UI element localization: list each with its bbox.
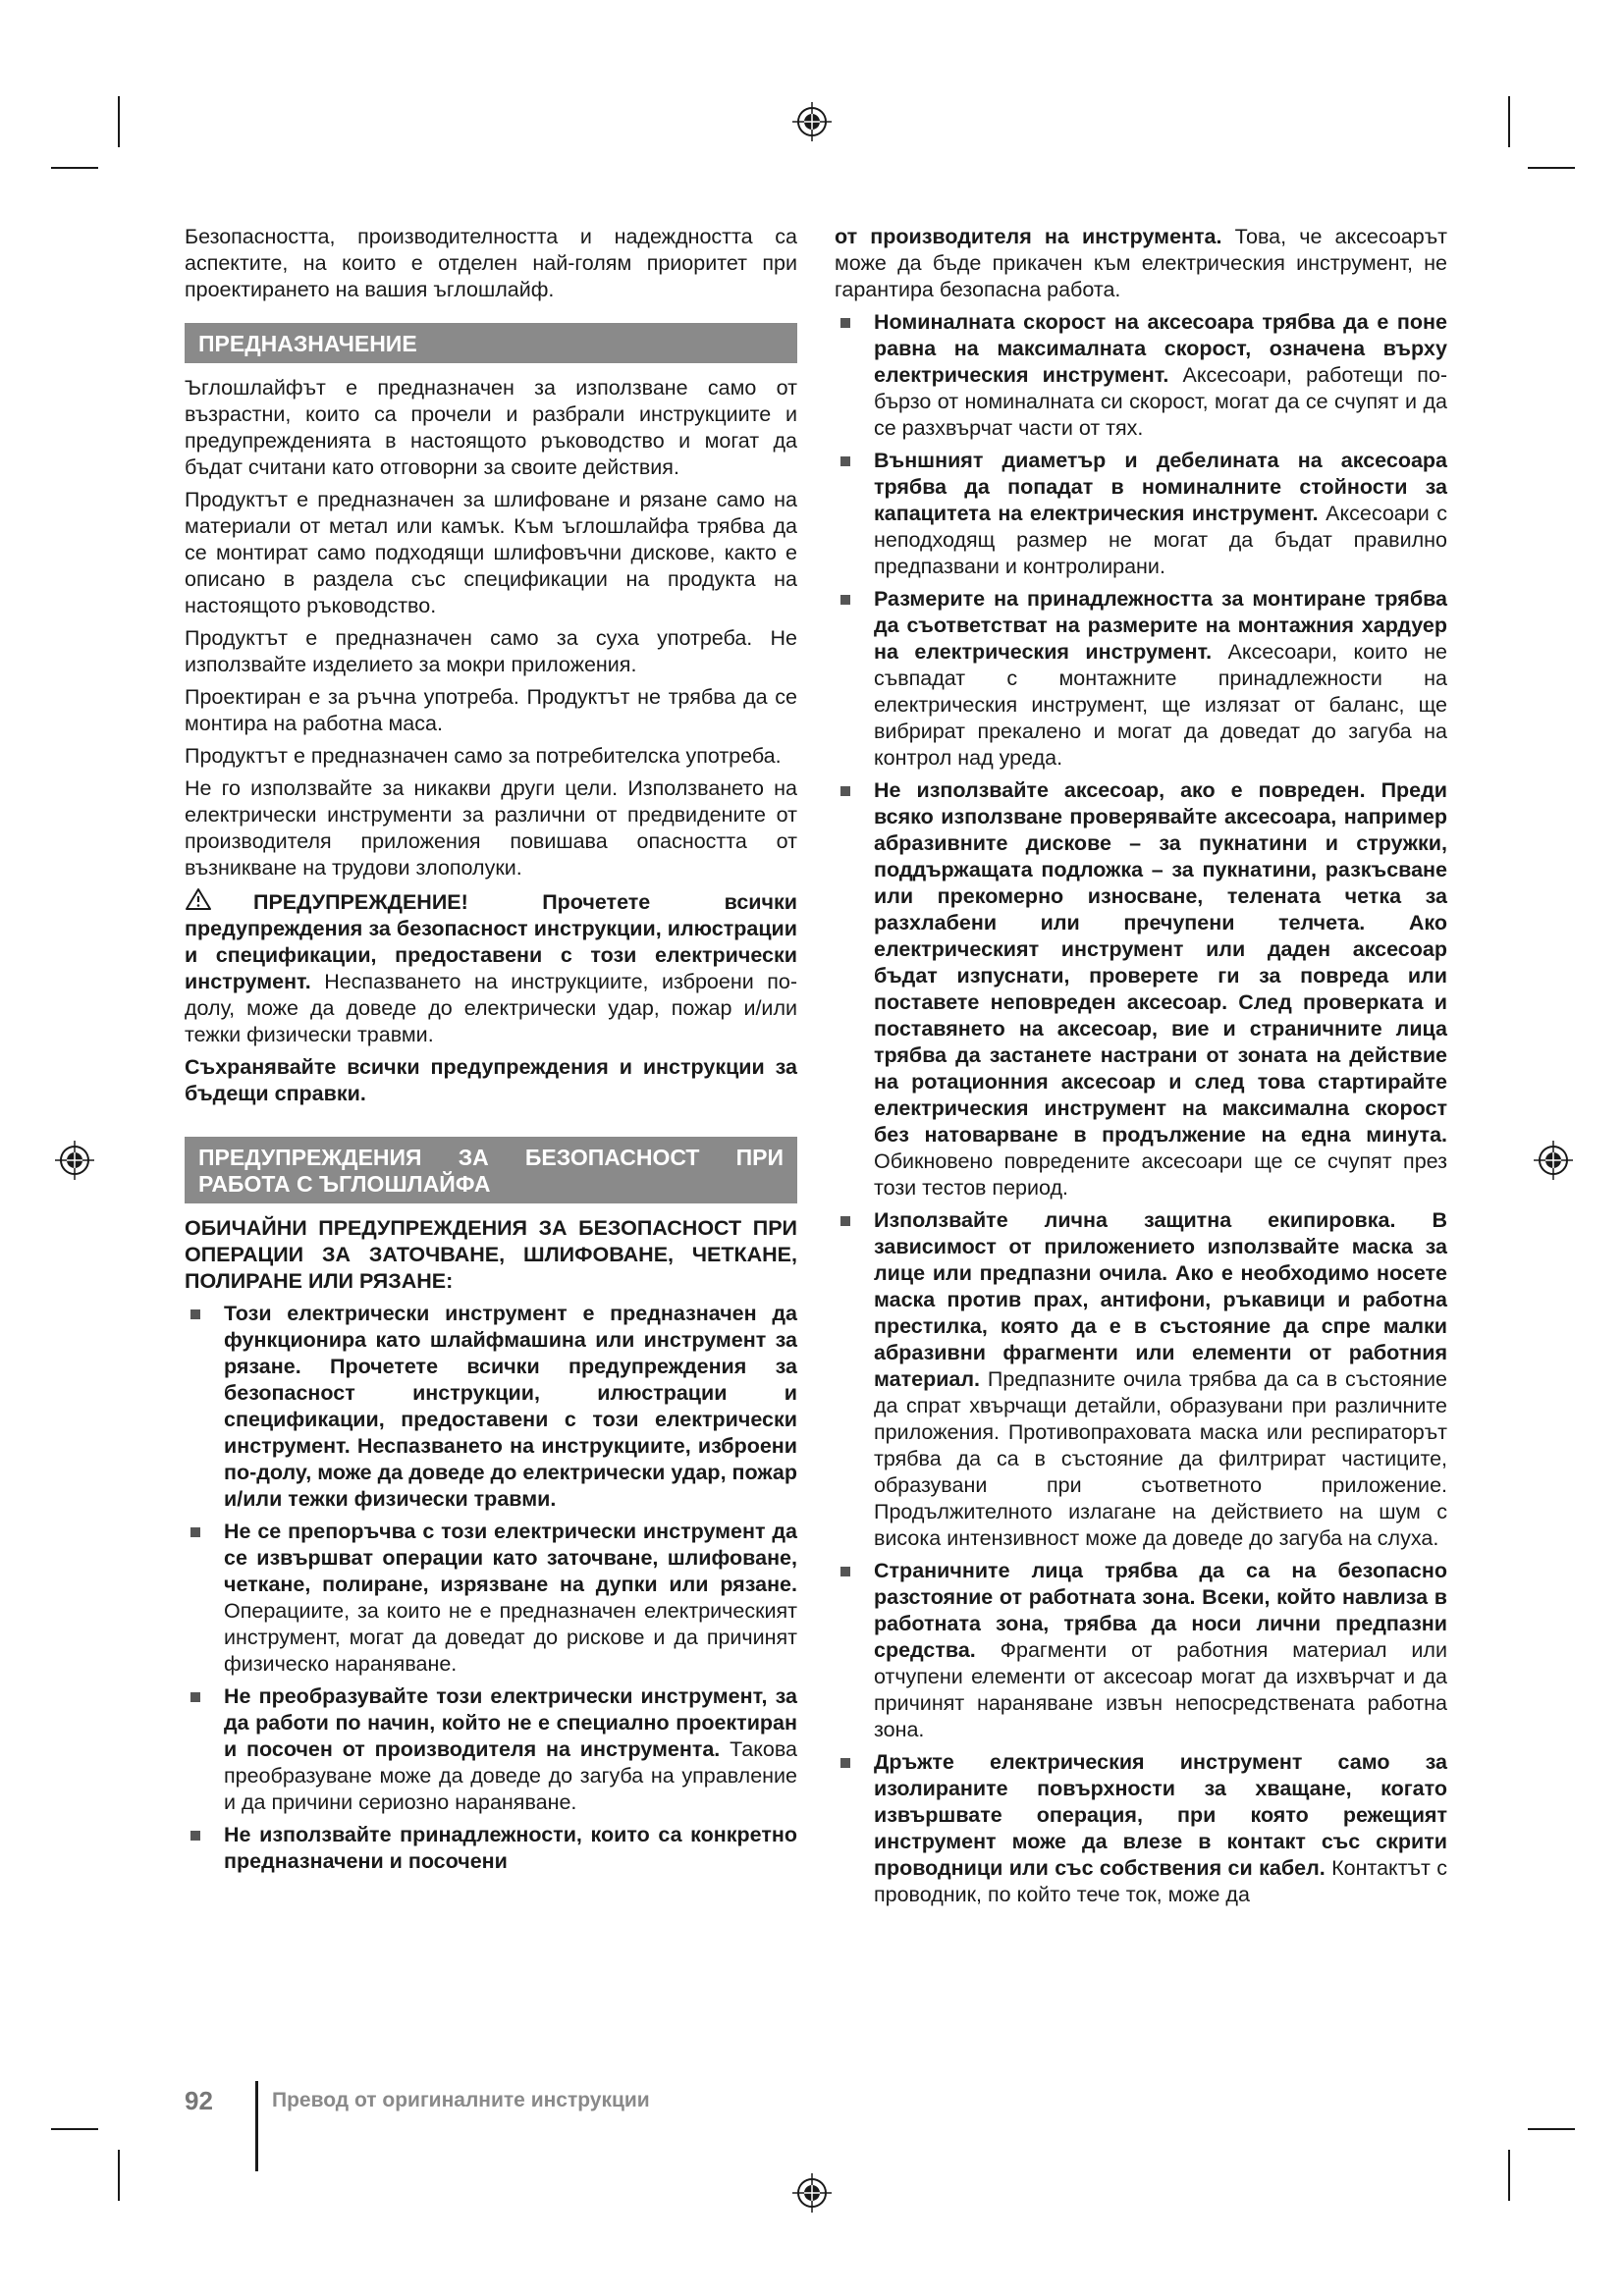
- registration-mark-left-icon: [53, 1139, 96, 1182]
- bullet-square-icon: [190, 1831, 200, 1841]
- list-item-text: Операциите, за които не е предназначен електрическият инструмент, могат да доведат до рискове и да причинят физическо нараняване.: [224, 1599, 797, 1676]
- bullet-square-icon: [840, 456, 850, 466]
- continued-text: Това, че аксесоарът може да бъде прикачен към електрическия инструмент, не гарантира безопасна работа.: [835, 225, 1447, 301]
- keep-instructions-text: Съхранявайте всички предупреждения и инструкции за бъдещи справки.: [185, 1055, 797, 1105]
- list-item: [835, 1749, 1447, 1908]
- list-item-bold: Страничните лица трябва да са на безопасно разстояние от работната зона. Всеки, който навлиза в работната зона, трябва да носи лични предпазни средства.: [874, 1559, 1447, 1662]
- footer-divider: [255, 2081, 258, 2171]
- registration-mark-right-icon: [1532, 1139, 1575, 1182]
- list-item: [835, 1558, 1447, 1743]
- list-item-text: Такова преобразуване може да доведе до загуба на управление и да причини сериозно нараняване.: [224, 1737, 797, 1814]
- keep-instructions: [185, 1054, 797, 1107]
- crop-mark-tr-h: [1528, 167, 1575, 169]
- bullet-square-icon: [840, 1758, 850, 1768]
- continued-bold: от производителя на инструмента.: [835, 225, 1222, 248]
- bullet-square-icon: [840, 318, 850, 328]
- warning-paragraph: [185, 887, 797, 1048]
- paragraph: Ъглошлайфът е предназначен за използване само от възрастни, които са прочели и разбрали инструкциите и предупрежденията в настоящото ръководство и могат да бъдат считани като отговорни за своите действия.: [185, 376, 797, 479]
- crop-mark-br-h: [1528, 2128, 1575, 2130]
- list-item-text: Фрагменти от работния материал или отчупени елементи от аксесоар могат да изхвърчат и да причинят нараняване извън непосредствената работна зона.: [874, 1638, 1447, 1741]
- bullet-square-icon: [840, 595, 850, 605]
- list-item-bold: Не използвайте принадлежности, които са конкретно предназначени и посочени: [224, 1823, 797, 1873]
- list-item-bold: Номиналната скорост на аксесоара трябва да е поне равна на максималната скорост, означена върху електрическия инструмент.: [874, 310, 1447, 387]
- page-number: 92: [185, 2085, 213, 2115]
- list-item: [185, 1301, 797, 1513]
- list-item-text: Аксесоари, работещи по-бързо от номиналната си скорост, могат да се счупят и да се разхвърчат части от тях.: [874, 363, 1447, 440]
- crop-mark-tl-h: [51, 167, 98, 169]
- list-item-bold: Не се препоръчва с този електрически инструмент да се извършват операции като заточване, шлифоване, четкане, полиране, изрязване на дупки или рязане.: [224, 1520, 797, 1596]
- list-item-bold: Този електрически инструмент е предназначен да функционира като шлайфмашина или инструмент за рязане. Прочетете всички предупреждения за безопасност инструкции, илюстрации и спецификации, предоставени с този електрически инструмент. Неспазването на инструкциите, изброени по-долу, може да доведе до електрически удар, пожар и/или тежки физически травми.: [224, 1302, 797, 1511]
- list-item: [835, 309, 1447, 442]
- paragraph: Продуктът е предназначен само за потребителска употреба.: [185, 744, 782, 768]
- section-header-intended-use: ПРЕДНАЗНАЧЕНИЕ: [185, 323, 797, 363]
- list-item: [185, 1822, 797, 1875]
- bullet-square-icon: [840, 1216, 850, 1226]
- right-bullet-list: [835, 309, 1447, 1908]
- list-item: [835, 586, 1447, 772]
- paragraph: Продуктът е предназначен само за суха употреба. Не използвайте изделието за мокри приложения.: [185, 626, 797, 676]
- list-item: [835, 1207, 1447, 1552]
- crop-mark-bl-v: [118, 2150, 120, 2201]
- crop-mark-bl-h: [51, 2128, 98, 2130]
- bullet-square-icon: [190, 1309, 200, 1319]
- list-item-text: Контактът с проводник, по който тече ток, може да: [874, 1856, 1447, 1906]
- list-item-bold: Не използвайте аксесоар, ако е повреден. Преди всяко използване проверявайте аксесоара, например абразивните дискове – за пукнатини и стружки, поддържащата подложка – за пукнатини, разкъсване или прекомерно износване, телената четка за разхлабени или пречупени телчета. Ако електрическият инструмент или даден аксесоар бъдат изпуснати, проверете ги за повреда или поставете неповреден аксесоар. След проверката и поставянето на аксесоар, вие и страничните лица трябва да застанете настрани от зоната на действие на ротационния аксесоар и след това стартирайте електрическия инструмент на максимална скорост без натоварване в продължение на една минута.: [874, 778, 1447, 1147]
- footer-text: Превод от оригиналните инструкции: [272, 2089, 650, 2111]
- paragraph: Продуктът е предназначен за шлифоване и рязане само на материали от метал или камък. Към ъглошлайфа трябва да се монтират само подходящи шлифовъчни дискове, както е описано в раздела със спецификации на продукта на настоящото ръководство.: [185, 488, 797, 617]
- page-footer: [185, 2081, 650, 2120]
- crop-mark-br-v: [1508, 2150, 1510, 2201]
- registration-mark-bottom-icon: [790, 2171, 834, 2215]
- left-column: [185, 224, 797, 1881]
- paragraph: Проектиран е за ръчна употреба. Продуктът не трябва да се монтира на работна маса.: [185, 685, 797, 735]
- bullet-square-icon: [190, 1527, 200, 1537]
- list-item-bold: Дръжте електрическия инструмент само за изолираните повърхности за хващане, когато извършвате операция, при която режещият инструмент може да влезе в контакт със скрити проводници или със собствения си кабел.: [874, 1750, 1447, 1880]
- list-item-text: Обикновено повредените аксесоари ще се счупят през този тестов период.: [874, 1149, 1447, 1200]
- crop-mark-tr-v: [1508, 96, 1510, 147]
- list-item-text: Предпазните очила трябва да са в състояние да спрат хвърчащи детайли, образувани при различните приложения. Противопраховата маска или респираторът трябва да са в състояние да филтрират частиците, образувани при съответното приложение. Продължителното излагане на действието на шум с висока интензивност може да доведе до загуба на слуха.: [874, 1367, 1447, 1550]
- paragraph: Не го използвайте за никакви други цели. Използването на електрически инструменти за различни от предвидените от производителя приложения повишава опасността от възникване на трудови злополуки.: [185, 776, 797, 880]
- list-item: [835, 448, 1447, 580]
- list-item-bold: Външният диаметър и дебелината на аксесоара трябва да попадат в номиналните стойности за капацитета на електрическия инструмент.: [874, 449, 1447, 525]
- list-item: [185, 1683, 797, 1816]
- left-bullet-list: [185, 1301, 797, 1875]
- right-column: [835, 224, 1447, 1914]
- warning-bold: ПРЕДУПРЕЖДЕНИЕ! Прочетете всички предупреждения за безопасност инструкции, илюстрации и спецификации, предоставени с този електрически инструмент.: [185, 890, 797, 993]
- list-item-bold: Използвайте лична защитна екипировка. В зависимост от приложението използвайте маска за лице или предпазни очила. Ако е необходимо носете маска против прах, антифони, ръкавици и работна престилка, която да е в състояние да спре малки абразивни фрагменти или елементи от работния материал.: [874, 1208, 1447, 1391]
- bullet-square-icon: [840, 1567, 850, 1576]
- bullet-square-icon: [840, 786, 850, 796]
- warning-text: Неспазването на инструкциите, изброени по-долу, може да доведе до електрически удар, пожар и/или тежки физически травми.: [185, 970, 797, 1046]
- list-item-bold: Размерите на принадлежността за монтиране трябва да съответстват на размерите на монтажния хардуер на електрическия инструмент.: [874, 587, 1447, 664]
- registration-mark-top-icon: [790, 100, 834, 143]
- list-item-text: Аксесоари, които не съвпадат с монтажните принадлежности на електрическия инструмент, ще излязат от баланс, ще вибрират прекалено и могат да доведат до загуба на контрол над уреда.: [874, 640, 1447, 770]
- list-item-text: Аксесоари с неподходящ размер не могат да бъдат правилно предпазвани и контролирани.: [874, 502, 1448, 578]
- warning-triangle-icon: [185, 887, 212, 911]
- list-item: [835, 777, 1447, 1201]
- bullet-square-icon: [190, 1692, 200, 1702]
- list-item-bold: Не преобразувайте този електрически инструмент, за да работи по начин, който не е специално проектиран и посочен от производителя на инструмента.: [224, 1684, 797, 1761]
- list-item: [185, 1519, 797, 1678]
- crop-mark-tl-v: [118, 96, 120, 147]
- continued-paragraph: [835, 224, 1447, 303]
- subheading: ОБИЧАЙНИ ПРЕДУПРЕЖДЕНИЯ ЗА БЕЗОПАСНОСТ ПРИ ОПЕРАЦИИ ЗА ЗАТОЧВАНЕ, ШЛИФОВАНЕ, ЧЕТКАНЕ, ПОЛИРАНЕ ИЛИ РЯЗАНЕ:: [185, 1216, 797, 1293]
- intro-paragraph: Безопасността, производителността и надеждността са аспектите, на които е отделен най-голям приоритет при проектирането на вашия ъглошлайф.: [185, 225, 797, 301]
- section-header-safety-warnings: ПРЕДУПРЕЖДЕНИЯ ЗА БЕЗОПАСНОСТ ПРИ РАБОТА С ЪГЛОШЛАЙФА: [185, 1137, 797, 1203]
